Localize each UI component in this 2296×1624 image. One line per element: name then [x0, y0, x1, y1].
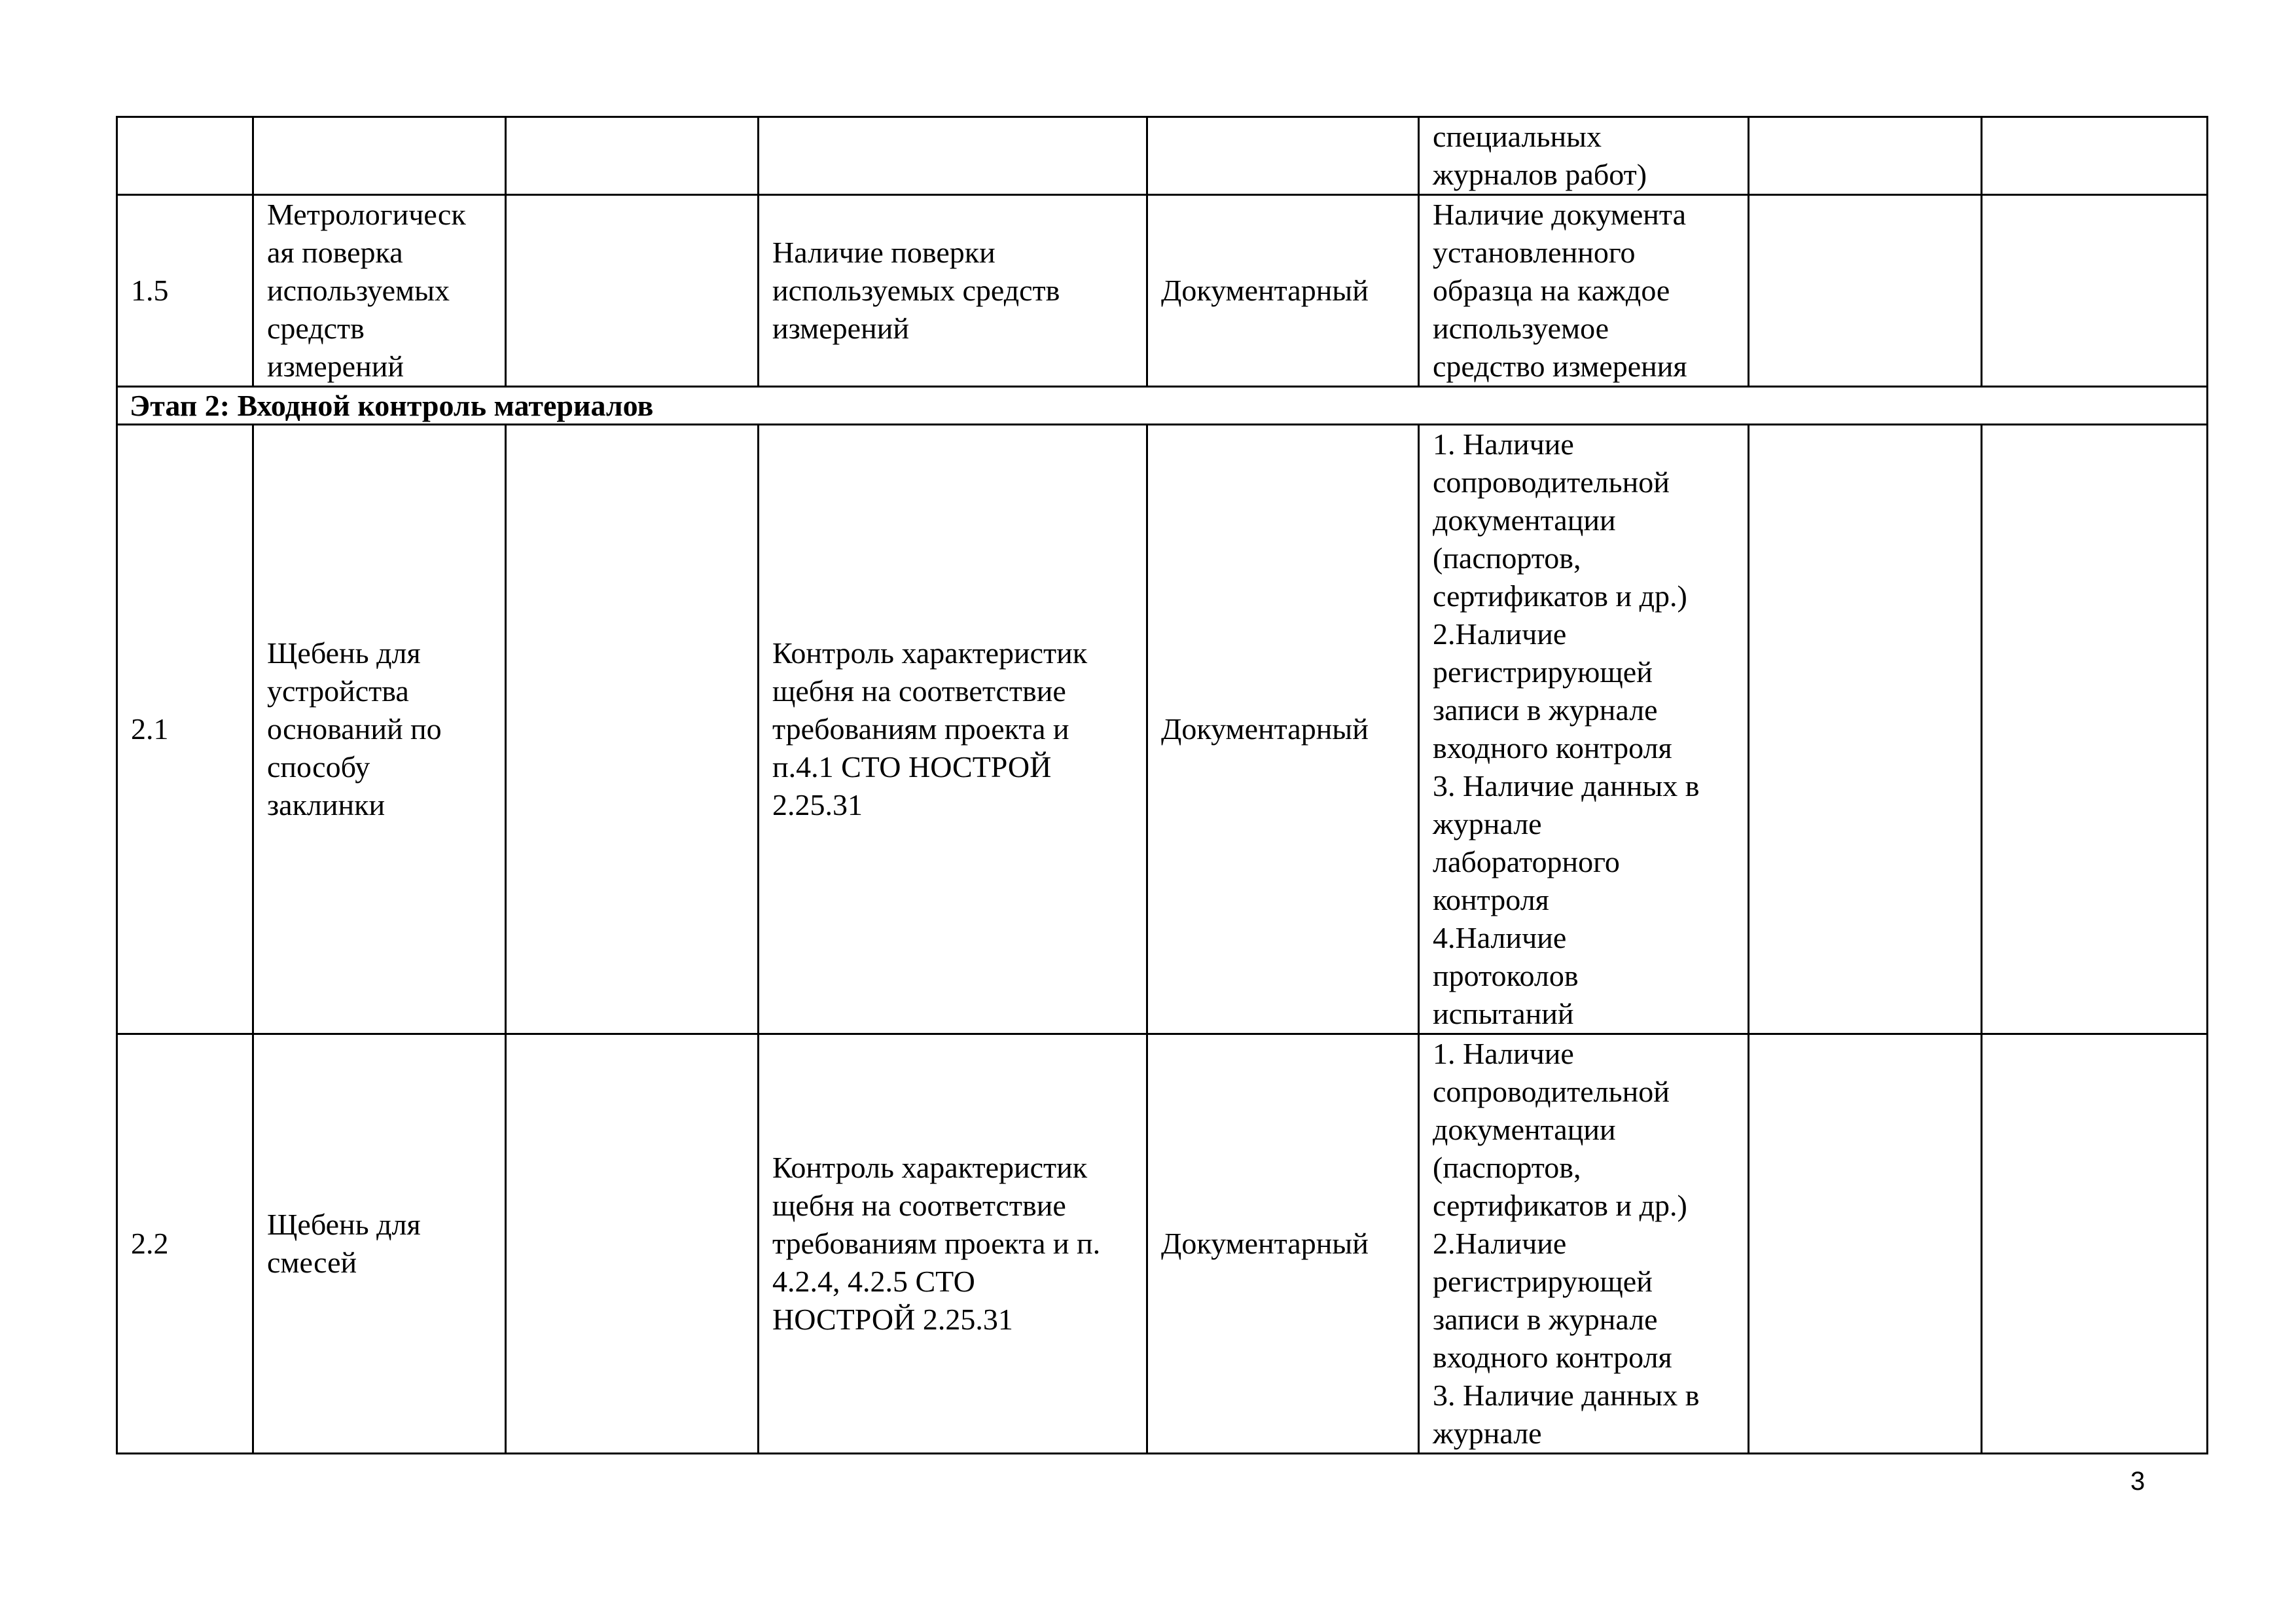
cell-number	[117, 117, 253, 195]
cell-empty	[1749, 195, 1982, 387]
table-row-1-5	[117, 195, 2208, 387]
cell-empty	[1749, 117, 1982, 195]
cell-method: Документарный	[1147, 1034, 1419, 1454]
cell-method	[1147, 117, 1419, 195]
stage-heading-row	[117, 387, 2208, 425]
cell-method: Документарный	[1147, 195, 1419, 387]
cell-empty	[1982, 1034, 2208, 1454]
cell-content: Наличие поверки используемых средств измерений	[759, 195, 1147, 387]
quality-control-table	[116, 116, 2208, 1454]
cell-object: Щебень для смесей	[253, 1034, 506, 1454]
table-row-continuation	[117, 117, 2208, 195]
cell-empty	[506, 117, 759, 195]
cell-empty	[1982, 117, 2208, 195]
cell-object: Щебень для устройства оснований по способу заклинки	[253, 425, 506, 1034]
cell-result: Наличие документа установленного образца на каждое используемое средство измерения	[1419, 195, 1749, 387]
table-row-2-1	[117, 425, 2208, 1034]
cell-result: 1. Наличие сопроводительной документации (паспортов, сертификатов и др.) 2.Наличие регистрирующей записи в журнале входного контроля 3. Наличие данных в журнале лабораторного контроля 4.Наличие протоколов испытаний	[1419, 425, 1749, 1034]
cell-empty	[506, 195, 759, 387]
table-row-2-2	[117, 1034, 2208, 1454]
cell-number: 2.2	[117, 1034, 253, 1454]
cell-content	[759, 117, 1147, 195]
cell-empty	[1982, 195, 2208, 387]
cell-empty	[1749, 425, 1982, 1034]
cell-empty	[506, 425, 759, 1034]
cell-result: специальных журналов работ)	[1419, 117, 1749, 195]
cell-empty	[1749, 1034, 1982, 1454]
cell-number: 1.5	[117, 195, 253, 387]
cell-content: Контроль характеристик щебня на соответствие требованиям проекта и п.4.1 СТО НОСТРОЙ 2.25.31	[759, 425, 1147, 1034]
cell-number: 2.1	[117, 425, 253, 1034]
cell-object	[253, 117, 506, 195]
cell-object: Метрологическ ая поверка используемых средств измерений	[253, 195, 506, 387]
cell-empty	[506, 1034, 759, 1454]
cell-content: Контроль характеристик щебня на соответствие требованиям проекта и п. 4.2.4, 4.2.5 СТО НОСТРОЙ 2.25.31	[759, 1034, 1147, 1454]
cell-empty	[1982, 425, 2208, 1034]
cell-result: 1. Наличие сопроводительной документации (паспортов, сертификатов и др.) 2.Наличие регистрирующей записи в журнале входного контроля 3. Наличие данных в журнале	[1419, 1034, 1749, 1454]
cell-method: Документарный	[1147, 425, 1419, 1034]
page-number: 3	[2130, 1467, 2145, 1496]
stage-2-heading: Этап 2: Входной контроль материалов	[117, 387, 2208, 425]
